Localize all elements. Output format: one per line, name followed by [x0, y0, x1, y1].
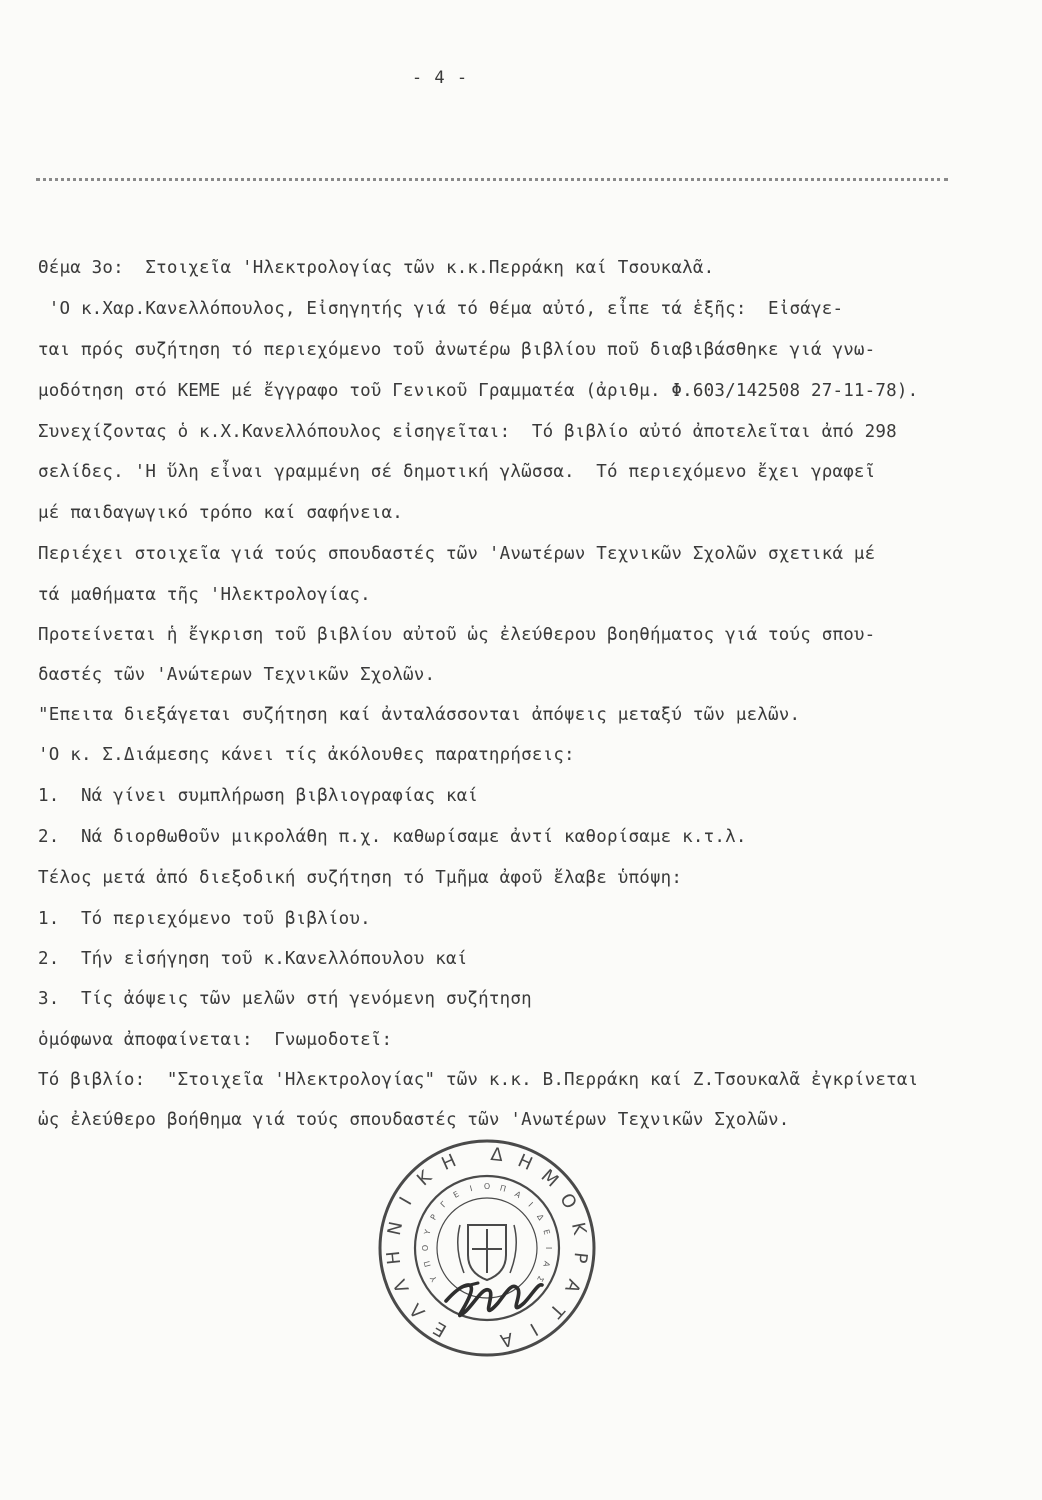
svg-text:Ο: Ο: [421, 1244, 430, 1252]
svg-text:Μ: Μ: [536, 1165, 563, 1192]
list-item: 2. Τήν εἰσήγηση τοῦ κ.Κανελλόπουλου καί: [38, 949, 468, 969]
svg-text:Ι: Ι: [526, 1200, 535, 1209]
svg-text:Ν: Ν: [383, 1219, 408, 1238]
body-line: ται πρός συζήτηση τό περιεχόμενο τοῦ ἀνωτέρω βιβλίου ποῦ διαβιβάσθηκε γιά γνω-: [38, 340, 876, 360]
svg-text:Η: Η: [514, 1150, 536, 1175]
svg-text:Η: Η: [438, 1150, 460, 1175]
svg-text:Ο: Ο: [555, 1189, 581, 1213]
svg-text:Α: Α: [498, 1327, 515, 1352]
body-line: Τέλος μετά ἀπό διεξοδική συζήτηση τό Τμῆμα ἀφοῦ ἔλαβε ὑπόψη:: [38, 868, 683, 888]
list-item: 2. Νά διορθωθοῦν μικρολάθη π.χ. καθωρίσαμε ἀντί καθορίσαμε κ.τ.λ.: [38, 827, 747, 847]
svg-text:Σ: Σ: [535, 1274, 546, 1284]
svg-text:Η: Η: [382, 1249, 406, 1266]
list-item: 1. Τό περιεχόμενο τοῦ βιβλίου.: [38, 909, 371, 929]
svg-text:Π: Π: [498, 1183, 507, 1194]
svg-text:Ρ: Ρ: [568, 1251, 591, 1265]
body-line: μοδότηση στό ΚΕΜΕ μέ ἔγγραφο τοῦ Γενικοῦ Γραμματέα (ἀριθμ. Φ.603/142508 27-11-78).: [38, 381, 919, 401]
list-item: 3. Τίς ἀόψεις τῶν μελῶν στή γενόμενη συζήτηση: [38, 989, 532, 1009]
page-number: - 4 -: [411, 68, 469, 88]
svg-text:Ε: Ε: [430, 1317, 451, 1341]
body-line: "Επειτα διεξάγεται συζήτηση καί ἀνταλάσσονται ἀπόψεις μεταξύ τῶν μελῶν.: [38, 705, 801, 725]
body-line: μέ παιδαγωγικό τρόπο καί σαφήνεια.: [38, 503, 404, 523]
svg-text:Α: Α: [560, 1276, 585, 1296]
body-line: ὁμόφωνα ἀποφαίνεται: Γνωμοδοτεῖ:: [38, 1030, 393, 1050]
svg-text:Υ: Υ: [422, 1228, 433, 1236]
body-line: ὡς ἐλεύθερο βοήθημα γιά τούς σπουδαστές τῶν 'Ανωτέρων Τεχνικῶν Σχολῶν.: [38, 1110, 790, 1130]
list-item: 1. Νά γίνει συμπλήρωση βιβλιογραφίας καί: [38, 786, 479, 806]
svg-text:Γ: Γ: [438, 1199, 449, 1210]
svg-text:Ρ: Ρ: [428, 1212, 439, 1222]
body-line: 'Ο κ. Σ.Διάμεσης κάνει τίς ἀκόλουθες παρατηρήσεις:: [38, 745, 575, 765]
svg-text:Ε: Ε: [451, 1189, 461, 1200]
body-line: σελίδες. 'Η ὕλη εἶναι γραμμένη σέ δημοτική γλῶσσα. Τό περιεχόμενο ἔχει γραφεῖ: [38, 462, 876, 482]
svg-text:Ο: Ο: [483, 1182, 491, 1191]
svg-text:Λ: Λ: [389, 1276, 414, 1296]
dotted-divider: [36, 178, 948, 181]
svg-text:Δ: Δ: [489, 1143, 505, 1167]
svg-text:Ε: Ε: [541, 1228, 552, 1236]
svg-text:Δ: Δ: [534, 1212, 546, 1222]
body-line: Συνεχίζοντας ὁ κ.Χ.Κανελλόπουλος εἰσηγεῖται: Τό βιβλίο αὐτό ἀποτελεῖται ἀπό 298: [38, 422, 897, 442]
svg-text:Κ: Κ: [566, 1220, 590, 1237]
svg-text:Ι: Ι: [395, 1193, 417, 1209]
body-line: Προτείνεται ἡ ἔγκριση τοῦ βιβλίου αὐτοῦ ὡς ἐλεύθερου βοηθήματος γιά τούς σπου-: [38, 625, 876, 645]
svg-text:Α: Α: [513, 1189, 523, 1201]
svg-text:Τ: Τ: [545, 1299, 568, 1322]
body-line: δαστές τῶν 'Ανώτερων Τεχνικῶν Σχολῶν.: [38, 665, 436, 685]
body-line: τά μαθήματα τῆς 'Ηλεκτρολογίας.: [38, 585, 371, 605]
svg-text:Ι: Ι: [468, 1183, 474, 1194]
svg-text:Κ: Κ: [413, 1166, 436, 1191]
svg-text:Υ: Υ: [428, 1274, 439, 1284]
svg-text:Π: Π: [422, 1259, 433, 1268]
svg-text:Ι: Ι: [526, 1318, 542, 1340]
svg-text:Ι: Ι: [544, 1246, 553, 1250]
svg-text:Λ: Λ: [405, 1298, 430, 1323]
body-line: Περιέχει στοιχεῖα γιά τούς σπουδαστές τῶν 'Ανωτέρων Τεχνικῶν Σχολῶν σχετικά μέ: [38, 544, 876, 564]
body-line: Τό βιβλίο: "Στοιχεῖα 'Ηλεκτρολογίας" τῶν κ.κ. Β.Περράκη καί Ζ.Τσουκαλᾶ ἐγκρίνεται: [38, 1070, 919, 1090]
official-seal: [372, 1133, 602, 1363]
body-line: Θέμα 3ο: Στοιχεῖα 'Ηλεκτρολογίας τῶν κ.κ.Περράκη καί Τσουκαλᾶ.: [38, 258, 715, 278]
body-line: 'Ο κ.Χαρ.Κανελλόπουλος, Εἰσηγητής γιά τό θέμα αὐτό, εἶπε τά ἑξῆς: Εἰσάγε-: [38, 299, 844, 319]
svg-text:Α: Α: [541, 1260, 552, 1268]
